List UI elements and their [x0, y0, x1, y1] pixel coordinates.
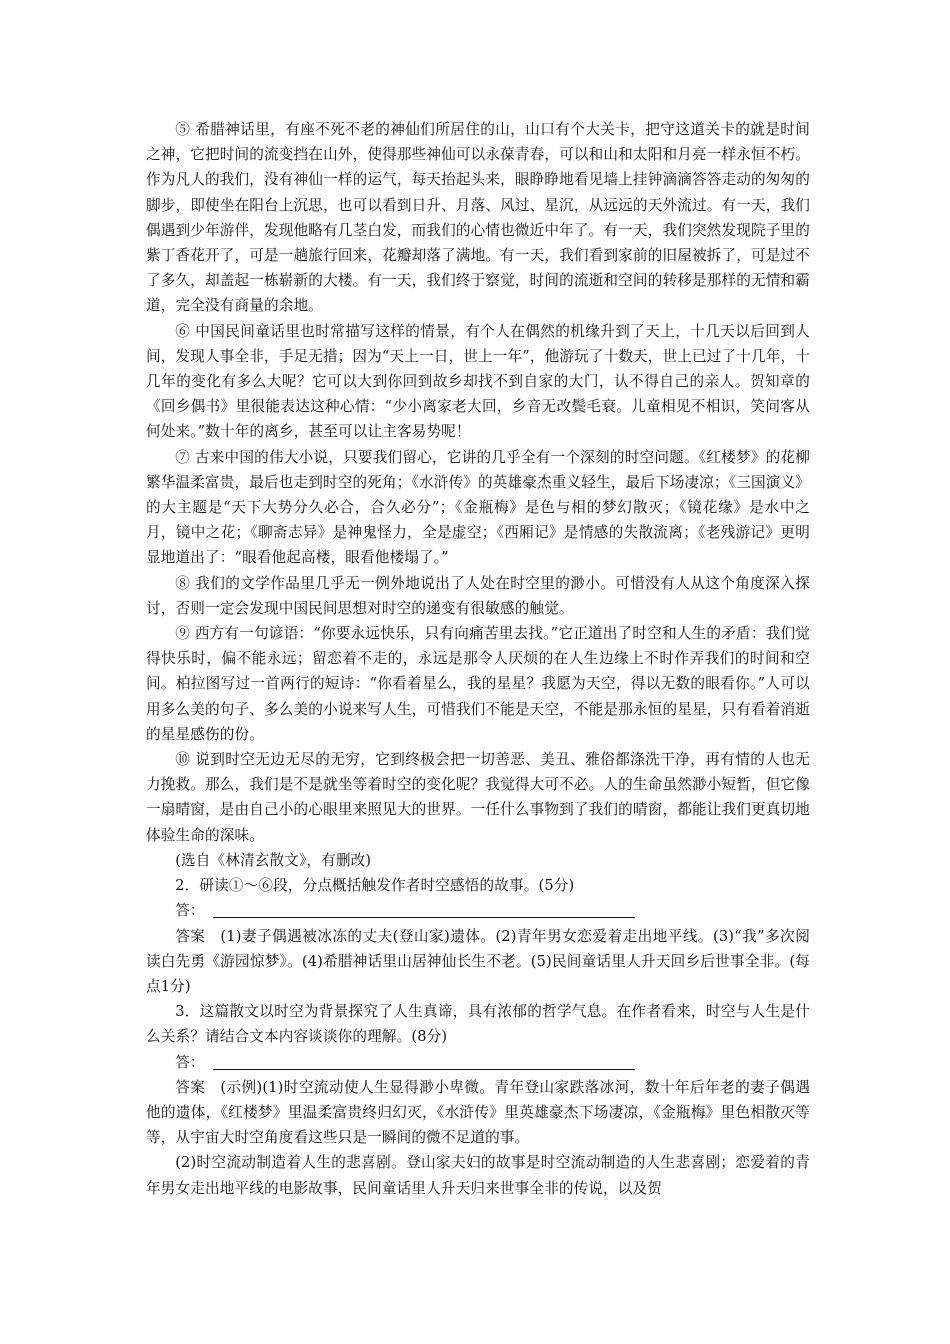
paragraph-10: ⑩ 说到时空无边无尽的无穷，它到终极会把一切善恶、美丑、雅俗都涤洗干净，再有情的人也无力挽救。那么，我们是不是就坐等着时空的变化呢？我觉得大可不必。人的生命虽然渺小短暂，但它像一扇晴窗，是由自己小的心眼里来照见大的世界。一任什么事物到了我们的晴窗，都能让我们更真切地体验生命的深味。 [146, 751, 810, 844]
question-3: 3．这篇散文以时空为背景探究了人生真谛，具有浓郁的哲学气息。在作者看来，时空与人生是什么关系？请结合文本内容谈谈你的理解。(8分) [146, 1003, 810, 1046]
paragraph-7: ⑦ 古来中国的伟大小说，只要我们留心，它讲的几乎全有一个深刻的时空问题。《红楼梦》的花柳繁华温柔富贵，最后也走到时空的死角；《水浒传》的英雄豪杰重义轻生，最后下场凄凉；《三国演义》的大主题是“天下大势分久必合，合久必分”；《金瓶梅》是色与相的梦幻散灭；《镜花缘》是水中之月，镜中之花；《聊斋志异》是神鬼怪力，全是虚空；《西厢记》是情感的失散流离；《老残游记》更明显地道出了：“眼看他起高楼，眼看他楼塌了。” [146, 448, 810, 567]
paragraph-6: ⑥ 中国民间童话里也时常描写这样的情景，有个人在偶然的机缘升到了天上，十几天以后回到人间，发现人事全非，手足无措；因为“天上一日，世上一年”，他游玩了十数天，世上已过了十几年，十几年的变化有多么大呢？它可以大到你回到故乡却找不到自家的大门，认不得自己的亲人。贺知章的《回乡偶书》里很能表达这种心情：“少小离家老大回，乡音无改鬓毛衰。儿童相见不相识，笑问客从何处来。”数十年的离乡，甚至可以让主客易势呢！ [146, 322, 810, 441]
answer-blank-line [213, 901, 635, 918]
answer-blank-line [213, 1053, 635, 1070]
question-2-answer-line [146, 898, 810, 923]
paragraph-9: ⑨ 西方有一句谚语：“你要永远快乐，只有向痛苦里去找。”它正道出了时空和人生的矛盾：我们觉得快乐时，偏不能永远；留恋着不走的，永远是那令人厌烦的在人生边缘上不时作弄我们的时间和空间。柏拉图写过一首两行的短诗：“你看着星么，我的星星？我愿为天空，得以无数的眼看你。”人可以用多么美的句子、多么美的小说来写人生，可惜我们不能是天空，不能是那永恒的星星，只有看着消逝的星星感伤的份。 [146, 625, 810, 743]
paragraph-8: ⑧ 我们的文学作品里几乎无一例外地说出了人处在时空里的渺小。可惜没有人从这个角度深入探讨，否则一定会发现中国民间思想对时空的递变有很敏感的触觉。 [146, 574, 810, 617]
paragraph-5: ⑤ 希腊神话里，有座不死不老的神仙们所居住的山，山口有个大关卡，把守这道关卡的就是时间之神，它把时间的流变挡在山外，使得那些神仙可以永葆青春，可以和山和太阳和月亮一样永恒不朽。作为凡人的我们，没有神仙一样的运气，每天抬起头来，眼睁睁地看见墙上挂钟滴滴答答走动的匆匆的脚步，即使坐在阳台上沉思，也可以看到日升、月落、风过、星沉，从远远的天外流过。有一天，我们偶遇到少年游伴，发现他略有几茎白发，而我们的心情也微近中年了。有一天，我们突然发现院子里的紫丁香花开了，可是一趟旅行回来，花瓣却落了满地。有一天，我们看到家前的旧屋被拆了，可是过不了多久，却盖起一栋崭新的大楼。有一天，我们终于察觉，时间的流逝和空间的转移是那样的无情和霸道，完全没有商量的余地。 [146, 121, 810, 315]
question-2-answer: 答案 (1)妻子偶遇被冰冻的丈夫(登山家)遗体。(2)青年男女恋爱着走出地平线。(3)“我”多次阅读白先勇《游园惊梦》。(4)希腊神话里山居神仙长生不老。(5)民间童话里人升天回乡后世事全非。(每点1分) [146, 927, 810, 995]
source-note: (选自《林清玄散文》，有删改) [175, 851, 372, 869]
question-3-answer-part-2: (2)时空流动制造着人生的悲喜剧。登山家夫妇的故事是时空流动制造的人生悲喜剧；恋爱着的青年男女走出地平线的电影故事，民间童话里人升天归来世事全非的传说，以及贺 [146, 1154, 810, 1197]
answer-prompt: 答： [175, 1053, 205, 1071]
question-3-answer-line [146, 1050, 810, 1075]
question-2: 2．研读①～⑥段，分点概括触发作者时空感悟的故事。(5分) [175, 877, 575, 895]
question-3-answer-part-1: 答案 (示例)(1)时空流动使人生显得渺小卑微。青年登山家跌落冰河，数十年后年老的妻子偶遇他的遗体，《红楼梦》里温柔富贵终归幻灭，《水浒传》里英雄豪杰下场凄凉，《金瓶梅》里色相散灭等等，从宇宙大时空角度看这些只是一瞬间的微不足道的事。 [146, 1078, 810, 1147]
answer-prompt: 答： [175, 902, 205, 920]
document-page [146, 117, 810, 1201]
